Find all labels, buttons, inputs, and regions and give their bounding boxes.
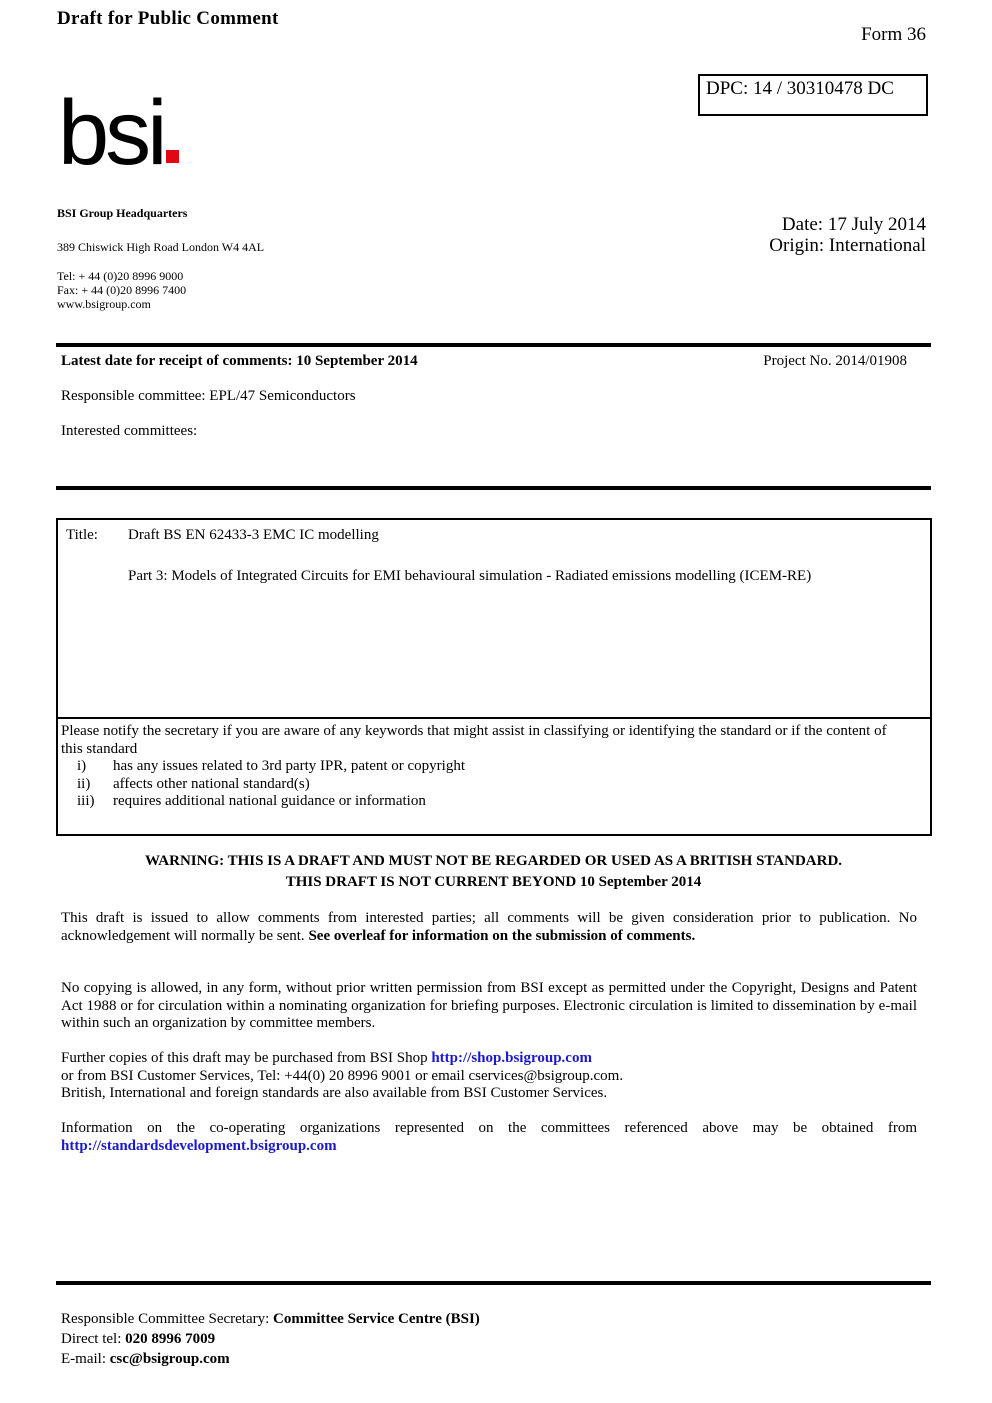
paragraph-organizations: Information on the co-operating organizations represented on the committees referenced above may be obtained from http://standardsdevelopment.bsigroup.com <box>61 1120 917 1154</box>
paragraph-comments: This draft is issued to allow comments from interested parties; all comments will be given consideration prior to publication. No acknowledgement will normally be sent. See overleaf for information on the submission of comments. <box>61 910 917 944</box>
draft-warning <box>56 851 931 893</box>
latest-comment-date: Latest date for receipt of comments: 10 September 2014 <box>61 353 418 369</box>
hq-web: www.bsigroup.com <box>57 297 151 311</box>
issue-date: Date: 17 July 2014 <box>781 214 926 235</box>
title-line-1: Draft BS EN 62433-3 EMC IC modelling <box>128 527 379 543</box>
notice-list <box>61 758 891 811</box>
bsi-logo-dot <box>166 150 179 163</box>
title-box-divider <box>58 717 930 719</box>
footer-contact <box>61 1309 480 1369</box>
list-item: ii) affects other national standard(s) <box>77 775 310 792</box>
overleaf-note: See overleaf for information on the submission of comments. <box>308 927 696 944</box>
title-box <box>56 518 932 836</box>
dpc-reference: DPC: 14 / 30310478 DC <box>698 74 928 116</box>
origin: Origin: International <box>769 235 926 256</box>
hq-contact <box>57 269 186 311</box>
form-number: Form 36 <box>861 24 926 45</box>
list-item: iii) requires additional national guidance or information <box>77 793 426 809</box>
divider-middle <box>56 486 931 490</box>
hq-address: 389 Chiswick High Road London W4 4AL <box>57 240 265 254</box>
secretary-line: Responsible Committee Secretary: Committee Service Centre (BSI) <box>61 1311 480 1327</box>
standards-development-link[interactable]: http://standardsdevelopment.bsigroup.com <box>61 1137 337 1154</box>
notice-text: Please notify the secretary if you are aware of any keywords that might assist in classifying or identifying the standard or if the content of this standard <box>61 723 887 757</box>
divider-bottom <box>56 1281 931 1285</box>
paragraph-copying: No copying is allowed, in any form, without prior written permission from BSI except as permitted under the Copyright, Designs and Patent Act 1988 or for circulation within a nominating organization for briefing purposes. Electronic circulation is limited to dissemination by e-mail within such an organization by committee members. <box>61 980 917 1031</box>
bsi-logo-text: bsi <box>58 84 164 174</box>
responsible-committee: Responsible committee: EPL/47 Semiconductors <box>61 388 356 404</box>
hq-fax: Fax: + 44 (0)20 8996 7400 <box>57 283 187 297</box>
shop-link[interactable]: http://shop.bsigroup.com <box>431 1050 592 1066</box>
title-label: Title: <box>66 527 98 543</box>
warning-line-1: WARNING: THIS IS A DRAFT AND MUST NOT BE REGARDED OR USED AS A BRITISH STANDARD. <box>144 853 843 869</box>
email-link[interactable]: csc@bsigroup.com <box>109 1351 230 1367</box>
hq-name: BSI Group Headquarters <box>57 206 188 220</box>
hq-tel: Tel: + 44 (0)20 8996 9000 <box>57 269 184 283</box>
draft-title: Draft for Public Comment <box>57 8 279 29</box>
interested-committees: Interested committees: <box>61 423 198 439</box>
keywords-notice <box>61 723 891 811</box>
email-line: E-mail: csc@bsigroup.com <box>61 1351 230 1367</box>
title-line-2: Part 3: Models of Integrated Circuits for EMI behavioural simulation - Radiated emissions modelling (ICEM-RE) <box>128 568 812 584</box>
warning-line-2: THIS DRAFT IS NOT CURRENT BEYOND 10 September 2014 <box>285 874 702 890</box>
list-item: i) has any issues related to 3rd party IPR, patent or copyright <box>77 758 466 774</box>
project-number: Project No. 2014/01908 <box>763 353 907 369</box>
bsi-logo <box>58 84 188 174</box>
date-origin <box>769 214 926 256</box>
paragraph-copies: Further copies of this draft may be purchased from BSI Shop http://shop.bsigroup.com or from BSI Customer Services, Tel: +44(0) 20 8996 9001 or email cservices@bsigroup.com. British, International and foreign standards are also available from BSI Customer Services. <box>61 1050 624 1101</box>
direct-tel-line: Direct tel: 020 8996 7009 <box>61 1331 216 1347</box>
divider-top <box>56 343 931 347</box>
